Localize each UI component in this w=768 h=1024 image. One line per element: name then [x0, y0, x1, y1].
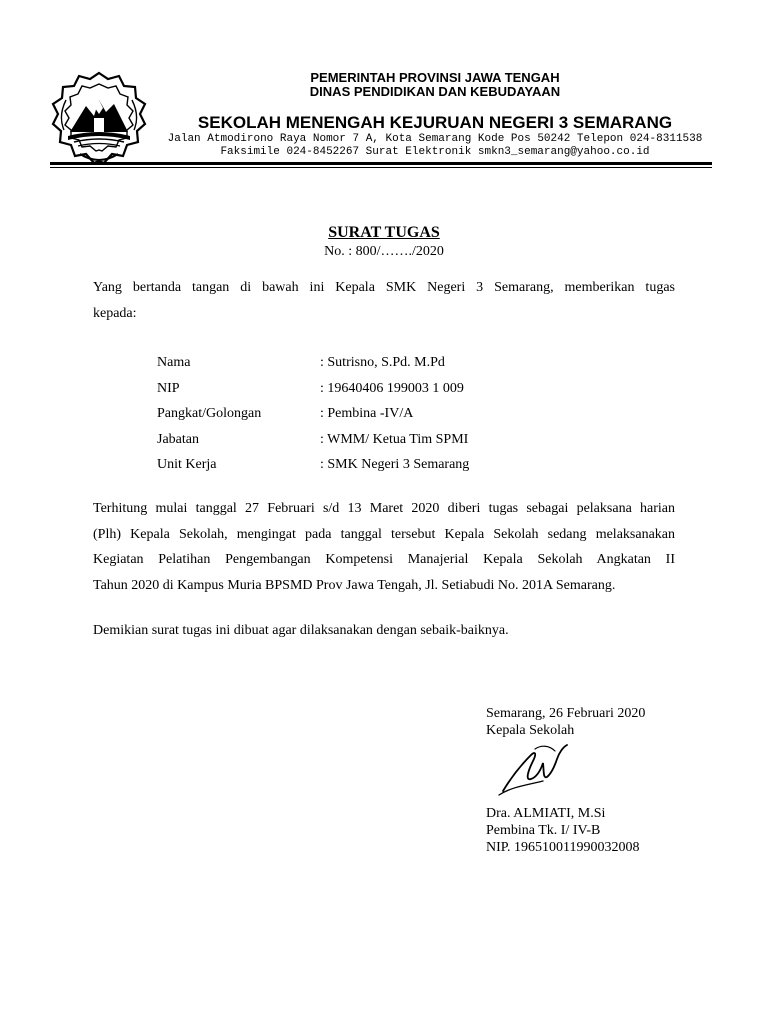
detail-row-unit: [157, 452, 469, 478]
letterhead-address-block: [150, 133, 720, 159]
detail-label: Pangkat/Golongan: [157, 406, 262, 421]
detail-value: : Pembina -IV/A: [320, 406, 414, 421]
closing-sentence: Demikian surat tugas ini dibuat agar dilaksanakan dengan sebaik-baiknya.: [93, 623, 509, 638]
place-date: Semarang, 26 Februari 2020: [486, 706, 646, 721]
body-line: Kegiatan Pelatihan Pengembangan Kompetensi Manajerial Kepala Sekolah Angkatan II: [93, 552, 675, 567]
letter-title: SURAT TUGAS: [328, 224, 440, 241]
detail-value: : 19640406 199003 1 009: [320, 380, 464, 396]
opening-line: kepada:: [93, 305, 137, 321]
school-name: SEKOLAH MENENGAH KEJURUAN NEGERI 3 SEMARANG: [197, 113, 673, 132]
signer-nip: NIP. 196510011990032008: [486, 840, 640, 855]
detail-value: : Sutrisno, S.Pd. M.Pd: [320, 355, 445, 370]
signature-header: [486, 705, 645, 739]
signer-rank: Pembina Tk. I/ IV-B: [486, 823, 601, 838]
detail-label: Nama: [157, 355, 191, 370]
body-line: Terhitung mulai tanggal 27 Februari s/d 13 Maret 2020 diberi tugas sebagai pelaksana harian: [93, 501, 675, 516]
signer-details: [486, 805, 640, 856]
detail-row-position: [157, 427, 469, 453]
letterhead-line-department: DINAS PENDIDIKAN DAN KEBUDAYAAN: [309, 84, 561, 99]
assignee-details: [157, 350, 469, 478]
body-paragraph: [93, 496, 675, 598]
detail-row-name: [157, 350, 469, 376]
detail-label: NIP: [157, 380, 180, 396]
opening-line: Yang bertanda tangan di bawah ini Kepala SMK Negeri 3 Semarang, memberikan tugas: [93, 280, 675, 295]
signer-role: Kepala Sekolah: [486, 723, 575, 738]
school-address: Jalan Atmodirono Raya Nomor 7 A, Kota Semarang Kode Pos 50242 Telepon 024-8311538: [167, 133, 703, 145]
letterhead-rule-thin: [50, 167, 712, 168]
detail-row-rank: [157, 401, 469, 427]
school-contact: Faksimile 024-8452267 Surat Elektronik smkn3_semarang@yahoo.co.id: [220, 146, 650, 158]
detail-value: : WMM/ Ketua Tim SPMI: [320, 431, 469, 447]
letterhead-line-province: PEMERINTAH PROVINSI JAWA TENGAH: [310, 70, 560, 85]
detail-value: : SMK Negeri 3 Semarang: [320, 457, 470, 472]
opening-paragraph: [93, 275, 675, 326]
detail-label: Jabatan: [157, 431, 199, 447]
letter-number: No. : 800/……./2020: [324, 244, 444, 259]
letterhead-rule-thick: [50, 162, 712, 165]
signer-name: Dra. ALMIATI, M.Si: [486, 806, 606, 821]
detail-row-nip: [157, 376, 469, 402]
handwritten-signature: [497, 741, 575, 799]
letterhead-government: [150, 71, 720, 99]
body-line: (Plh) Kepala Sekolah, mengingat pada tanggal tersebut Kepala Sekolah sedang melaksanakan: [93, 526, 675, 542]
body-line: Tahun 2020 di Kampus Muria BPSMD Prov Jawa Tengah, Jl. Setiabudi No. 201A Semarang.: [93, 577, 616, 593]
central-java-crest-icon: [50, 70, 148, 170]
detail-label: Unit Kerja: [157, 457, 217, 472]
